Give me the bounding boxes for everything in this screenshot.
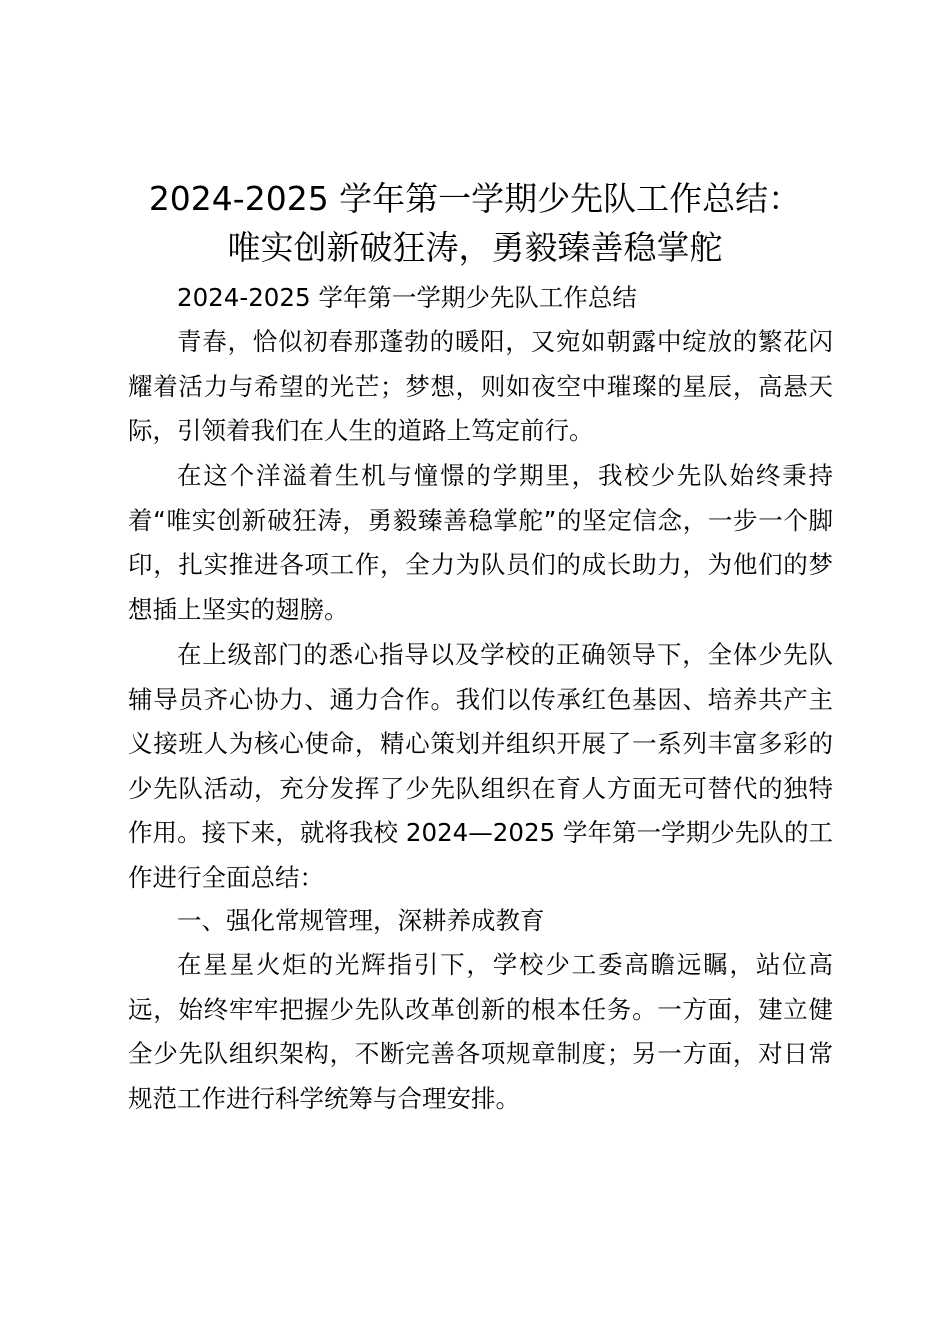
- section-heading: 一、强化常规管理，深耕养成教育: [177, 906, 545, 935]
- paragraph-section-1: 在星星火炬的光辉指引下，学校少工委高瞻远瞩，站位高远，始终牢牢把握少先队改革创新的根本任务。一方面，建立健全少先队组织架构，不断完善各项规章制度；另一方面，对日常规范工作进行科学统筹与合理安排。: [128, 950, 833, 1113]
- paragraph-overview: 在上级部门的悉心指导以及学校的正确领导下，全体少先队辅导员齐心协力、通力合作。我们以传承红色基因、培养共产主义接班人为核心使命，精心策划并组织开展了一系列丰富多彩的少先队活动，充分发挥了少先队组织在育人方面无可替代的独特作用。接下来，就将我校 2024—2025 学年第一学期少先队的工作进行全面总结：: [128, 640, 833, 892]
- document-title-line-1: 2024-2025 学年第一学期少先队工作总结：: [148, 179, 802, 218]
- document-title-line-2: 唯实创新破狂涛，勇毅臻善稳掌舵: [227, 228, 723, 267]
- document-subtitle: 2024-2025 学年第一学期少先队工作总结: [177, 283, 637, 312]
- paragraph-belief: 在这个洋溢着生机与憧憬的学期里，我校少先队始终秉持着“唯实创新破狂涛，勇毅臻善稳掌舵”的坚定信念，一步一个脚印，扎实推进各项工作，全力为队员们的成长助力，为他们的梦想插上坚实的翅膀。: [128, 461, 833, 624]
- paragraph-intro: 青春，恰似初春那蓬勃的暖阳，又宛如朝露中绽放的繁花闪耀着活力与希望的光芒；梦想，则如夜空中璀璨的星辰，高悬天际，引领着我们在人生的道路上笃定前行。: [128, 327, 833, 445]
